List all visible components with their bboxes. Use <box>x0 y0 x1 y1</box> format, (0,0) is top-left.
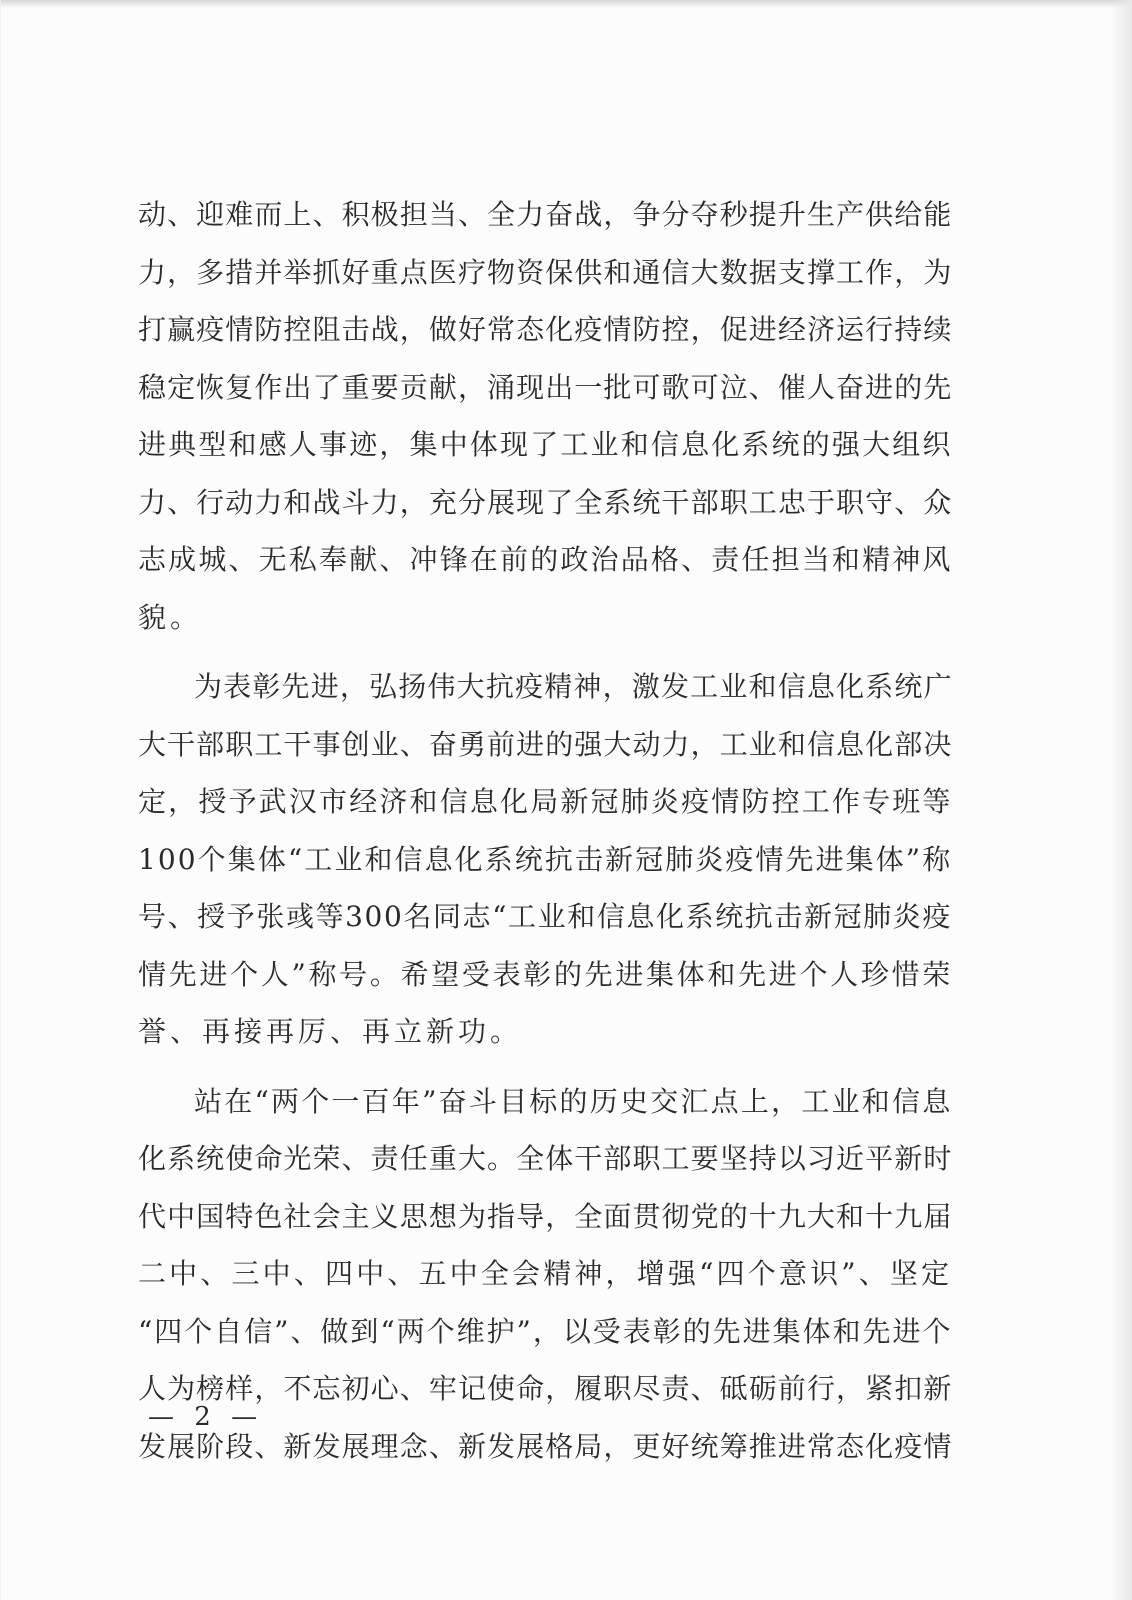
text-line: “四个自信”、做到“两个维护”，以受表彰的先进集体和先进个 <box>138 1314 953 1348</box>
paragraph-gap <box>138 1061 958 1073</box>
text-line: 誉、再接再厉、再立新功。 <box>138 1015 523 1048</box>
text-line: 二中、三中、四中、五中全会精神，增强“四个意识”、坚定 <box>138 1257 953 1290</box>
text-line: 稳定恢复作出了重要贡献，涌现出一批可歌可泣、催人奋进的先 <box>138 370 953 404</box>
text-line: 人为榜样，不忘初心、牢记使命，履职尽责、砥砺前行，紧扣新 <box>138 1372 953 1405</box>
scan-shadow-top <box>1 0 1132 8</box>
text-line: 情先进个人”称号。希望受表彰的先进集体和先进个人珍惜荣 <box>138 957 953 991</box>
text-line: 大干部职工干事创业、奋勇前进的强大动力，工业和信息化部决 <box>138 727 953 761</box>
text-line: 动、迎难而上、积极担当、全力奋战，争分夺秒提升生产供给能 <box>138 198 953 231</box>
text-line: 站在“两个一百年”奋斗目标的历史交汇点上，工业和信息 <box>194 1084 953 1118</box>
text-line: 进典型和感人事迹，集中体现了工业和信息化系统的强大组织 <box>138 428 953 461</box>
paragraph-gap <box>138 646 958 658</box>
text-line: 化系统使命光荣、责任重大。全体干部职工要坚持以习近平新时 <box>138 1142 953 1175</box>
body-text <box>138 186 958 1475</box>
text-line: 打赢疫情防控阻击战，做好常态化疫情防控，促进经济运行持续 <box>138 313 953 346</box>
text-line: 貌。 <box>138 600 203 634</box>
text-line: 志成城、无私奉献、冲锋在前的政治品格、责任担当和精神风 <box>138 543 953 576</box>
text-line: 定，授予武汉市经济和信息化局新冠肺炎疫情防控工作专班等 <box>138 785 953 818</box>
text-line: 号、授予张彧等300名同志“工业和信息化系统抗击新冠肺炎疫 <box>138 900 952 933</box>
scan-shadow-right <box>1110 0 1132 1600</box>
text-line: 力、行动力和战斗力，充分展现了全系统干部职工忠于职守、众 <box>138 485 953 519</box>
text-line: 为表彰先进，弘扬伟大抗疫精神，激发工业和信息化系统广 <box>194 670 953 703</box>
text-line: 100个集体“工业和信息化系统抗击新冠肺炎疫情先进集体”称 <box>138 842 953 876</box>
text-line: 力，多措并举抓好重点医疗物资保供和通信大数据支撑工作，为 <box>138 255 953 289</box>
page-number: — 2 — <box>148 1402 264 1432</box>
text-line: 代中国特色社会主义思想为指导，全面贯彻党的十九大和十九届 <box>138 1199 953 1233</box>
text-line: 发展阶段、新发展理念、新发展格局，更好统筹推进常态化疫情 <box>138 1429 953 1463</box>
